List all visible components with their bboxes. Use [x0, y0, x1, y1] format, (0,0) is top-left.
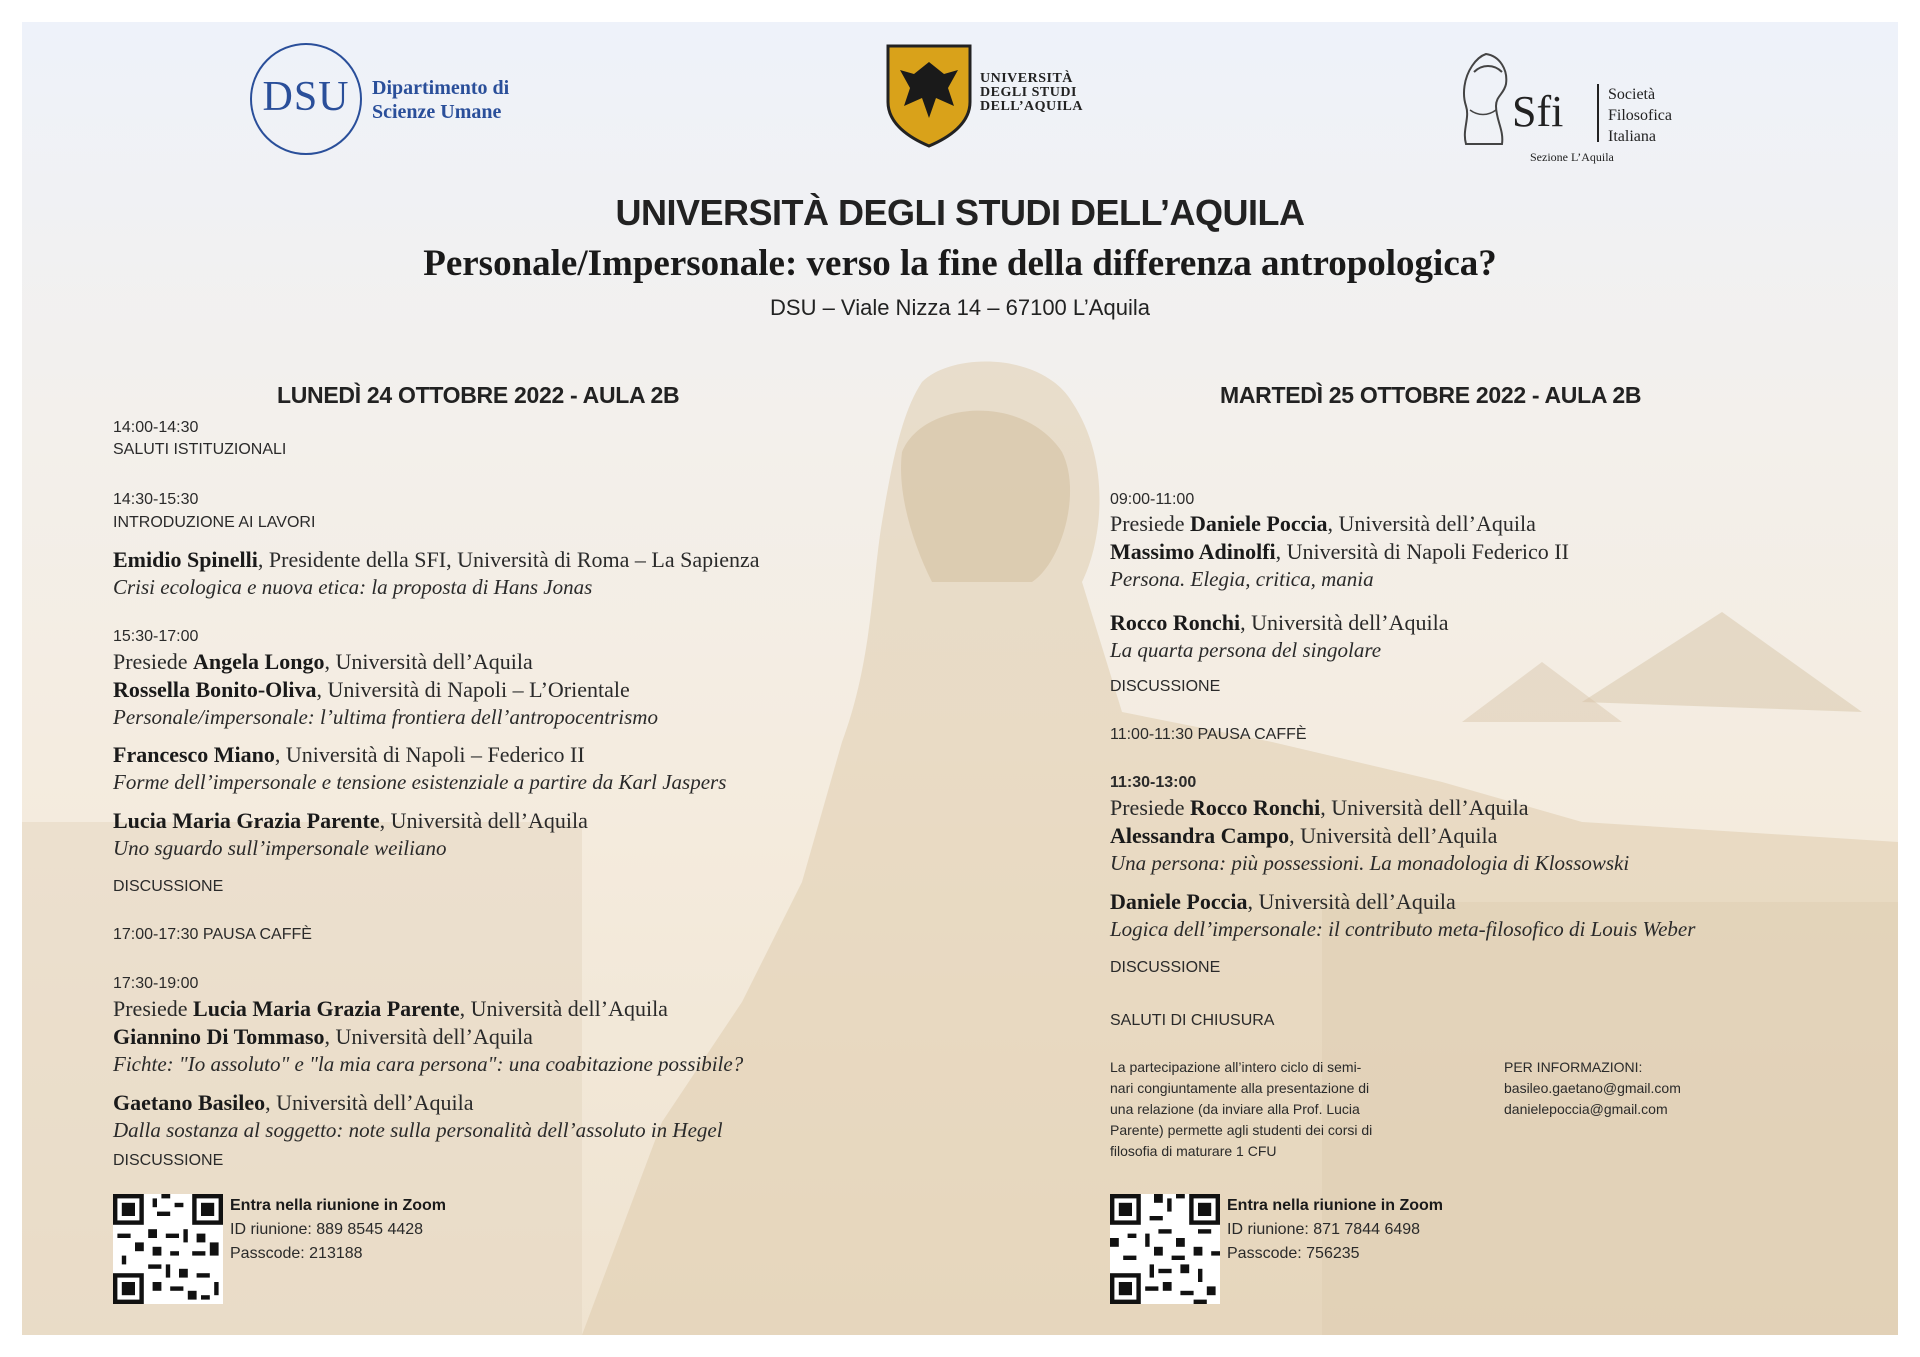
cfu-note-line: filosofia di maturare 1 CFU	[1110, 1143, 1277, 1159]
speaker-name: Alessandra Campo	[1110, 823, 1290, 848]
speaker-affiliation: , Università dell’Aquila	[265, 1090, 474, 1115]
speaker-affiliation: , Università dell’Aquila	[379, 808, 588, 833]
speaker-name: Daniele Poccia	[1110, 889, 1248, 914]
day1-s1-label: SALUTI ISTITUZIONALI	[113, 441, 287, 458]
sfi-name-line1: Società	[1608, 86, 1656, 103]
day2-heading: MARTEDÌ 25 OTTOBRE 2022 - AULA 2B	[1220, 382, 1642, 408]
university-shield-icon	[884, 40, 974, 148]
chair-prefix: Presiede	[113, 996, 194, 1021]
poster	[22, 22, 1898, 1335]
sfi-divider	[1597, 84, 1599, 142]
university-logo-line2: DEGLI STUDI	[980, 85, 1077, 100]
talk-title: La quarta persona del singolare	[1110, 638, 1382, 662]
zoom-info	[230, 1194, 446, 1266]
speaker-line	[113, 677, 630, 703]
zoom-passcode: Passcode: 213188	[230, 1245, 363, 1262]
talk-title: Una persona: più possessioni. La monadologia di Klossowski	[1110, 851, 1630, 875]
talk-title: Logica dell’impersonale: il contributo meta-filosofico di Louis Weber	[1110, 917, 1696, 941]
speaker-name: Giannino Di Tommaso	[113, 1024, 325, 1049]
dsu-logo-abbr: DSU	[262, 74, 350, 120]
sfi-name	[1608, 84, 1672, 147]
talk-title: Forme dell’impersonale e tensione esistenziale a partire da Karl Jaspers	[113, 770, 727, 794]
speaker-affiliation: , Presidente della SFI, Università di Roma – La Sapienza	[257, 547, 760, 572]
speaker-name: Rossella Bonito-Oliva	[113, 677, 317, 702]
discussion-label: DISCUSSIONE	[113, 1152, 224, 1169]
zoom-info	[1227, 1194, 1443, 1266]
discussion-label: DISCUSSIONE	[1110, 959, 1221, 976]
chair-prefix: Presiede	[1110, 511, 1191, 536]
cfu-note-line: nari congiuntamente alla presentazione di	[1110, 1080, 1370, 1096]
day1-s2-label: INTRODUZIONE AI LAVORI	[113, 514, 316, 531]
speaker-name: Emidio Spinelli	[113, 547, 258, 572]
contact-info	[1504, 1057, 1681, 1120]
chair-affiliation: , Università dell’Aquila	[324, 649, 533, 674]
speaker-affiliation: , Università di Napoli – L’Orientale	[316, 677, 630, 702]
cfu-note-line: Parente) permette agli studenti dei corsi di	[1110, 1122, 1373, 1138]
cfu-note-line: La partecipazione all’intero ciclo di semi-	[1110, 1059, 1362, 1075]
contact-email[interactable]: danielepoccia@gmail.com	[1504, 1101, 1668, 1117]
zoom-meeting-id: ID riunione: 889 8545 4428	[230, 1221, 424, 1238]
cfu-note-line: una relazione (da inviare alla Prof. Lucia	[1110, 1101, 1360, 1117]
chair-affiliation: , Università dell’Aquila	[459, 996, 668, 1021]
discussion-label: DISCUSSIONE	[113, 878, 224, 895]
chair-name: Daniele Poccia	[1190, 511, 1328, 536]
speaker-name: Gaetano Basileo	[113, 1090, 266, 1115]
closing-greetings: SALUTI DI CHIUSURA	[1110, 1012, 1275, 1029]
speaker-line	[1110, 610, 1449, 636]
university-logo-line3: DELL’AQUILA	[980, 99, 1084, 114]
speaker-name: Lucia Maria Grazia Parente	[113, 808, 380, 833]
chair-name: Rocco Ronchi	[1190, 795, 1321, 820]
talk-title: Dalla sostanza al soggetto: note sulla personalità dell’assoluto in Hegel	[113, 1118, 723, 1142]
sfi-name-line3: Italiana	[1608, 128, 1656, 145]
speaker-line	[113, 808, 588, 834]
talk-title: Personale/impersonale: l’ultima frontiera dell’antropocentrismo	[113, 705, 658, 729]
dsu-logo	[250, 43, 362, 155]
chair-line	[113, 996, 668, 1022]
zoom-qr-code-icon[interactable]	[113, 1194, 223, 1304]
speaker-line	[113, 742, 585, 768]
chair-affiliation: , Università dell’Aquila	[1327, 511, 1536, 536]
dsu-name-line2: Scienze Umane	[372, 101, 502, 123]
zoom-join-label[interactable]: Entra nella riunione in Zoom	[1227, 1197, 1444, 1214]
university-heading: UNIVERSITÀ DEGLI STUDI DELL’AQUILA	[615, 192, 1305, 233]
athena-head-icon	[1456, 50, 1512, 148]
day2-coffee-break: 11:00-11:30 PAUSA CAFFÈ	[1110, 726, 1307, 743]
chair-name: Angela Longo	[193, 649, 325, 674]
talk-title: Crisi ecologica e nuova etica: la proposta di Hans Jonas	[113, 575, 593, 599]
dsu-department-name	[372, 76, 509, 124]
day2-s1-time: 09:00-11:00	[1110, 491, 1195, 508]
speaker-line	[113, 1024, 533, 1050]
conference-venue: DSU – Viale Nizza 14 – 67100 L’Aquila	[770, 295, 1150, 320]
talk-title: Persona. Elegia, critica, mania	[1110, 567, 1374, 591]
talk-title: Fichte: "Io assoluto" e "la mia cara persona": una coabitazione possibile?	[113, 1052, 744, 1076]
zoom-meeting-id: ID riunione: 871 7844 6498	[1227, 1221, 1421, 1238]
zoom-passcode: Passcode: 756235	[1227, 1245, 1360, 1262]
chair-line	[1110, 511, 1536, 537]
speaker-affiliation: , Università di Napoli Federico II	[1275, 539, 1569, 564]
speaker-affiliation: , Università di Napoli – Federico II	[274, 742, 585, 767]
speaker-line	[113, 1090, 474, 1116]
speaker-affiliation: , Università dell’Aquila	[1247, 889, 1456, 914]
cfu-note	[1110, 1057, 1430, 1162]
chair-line	[1110, 795, 1529, 821]
zoom-join-label[interactable]: Entra nella riunione in Zoom	[230, 1197, 447, 1214]
university-logo-line1: UNIVERSITÀ	[980, 71, 1073, 86]
sfi-section: Sezione L’Aquila	[1530, 150, 1614, 164]
speaker-affiliation: , Università dell’Aquila	[1289, 823, 1498, 848]
speaker-name: Francesco Miano	[113, 742, 275, 767]
talk-title: Uno sguardo sull’impersonale weiliano	[113, 836, 447, 860]
chair-line	[113, 649, 533, 675]
chair-name: Lucia Maria Grazia Parente	[193, 996, 460, 1021]
day1-s4-time: 17:30-19:00	[113, 975, 199, 992]
speaker-affiliation: , Università dell’Aquila	[1240, 610, 1449, 635]
dsu-name-line1: Dipartimento di	[372, 77, 510, 99]
sfi-logo-abbr: Sfi	[1512, 87, 1564, 136]
speaker-line	[1110, 889, 1456, 915]
chair-prefix: Presiede	[113, 649, 194, 674]
conference-title: Personale/Impersonale: verso la fine della differenza antropologica?	[423, 243, 1497, 284]
contact-title: PER INFORMAZIONI:	[1504, 1059, 1643, 1075]
chair-affiliation: , Università dell’Aquila	[1320, 795, 1529, 820]
day1-s2-time: 14:30-15:30	[113, 491, 199, 508]
day1-coffee-break: 17:00-17:30 PAUSA CAFFÈ	[113, 926, 312, 943]
day1-s3-time: 15:30-17:00	[113, 628, 199, 645]
speaker-line	[113, 547, 760, 573]
discussion-label: DISCUSSIONE	[1110, 678, 1221, 695]
day2-s2-time: 11:30-13:00	[1110, 774, 1197, 791]
speaker-line	[1110, 823, 1497, 849]
speaker-line	[1110, 539, 1569, 565]
speaker-name: Massimo Adinolfi	[1110, 539, 1276, 564]
speaker-affiliation: , Università dell’Aquila	[324, 1024, 533, 1049]
day1-s1-time: 14:00-14:30	[113, 419, 199, 436]
chair-prefix: Presiede	[1110, 795, 1191, 820]
contact-email[interactable]: basileo.gaetano@gmail.com	[1504, 1080, 1681, 1096]
zoom-qr-code-icon[interactable]	[1110, 1194, 1220, 1304]
speaker-name: Rocco Ronchi	[1110, 610, 1241, 635]
sfi-name-line2: Filosofica	[1608, 107, 1672, 124]
university-logo-text	[980, 72, 1083, 114]
day1-heading: LUNEDÌ 24 OTTOBRE 2022 - AULA 2B	[277, 382, 680, 408]
